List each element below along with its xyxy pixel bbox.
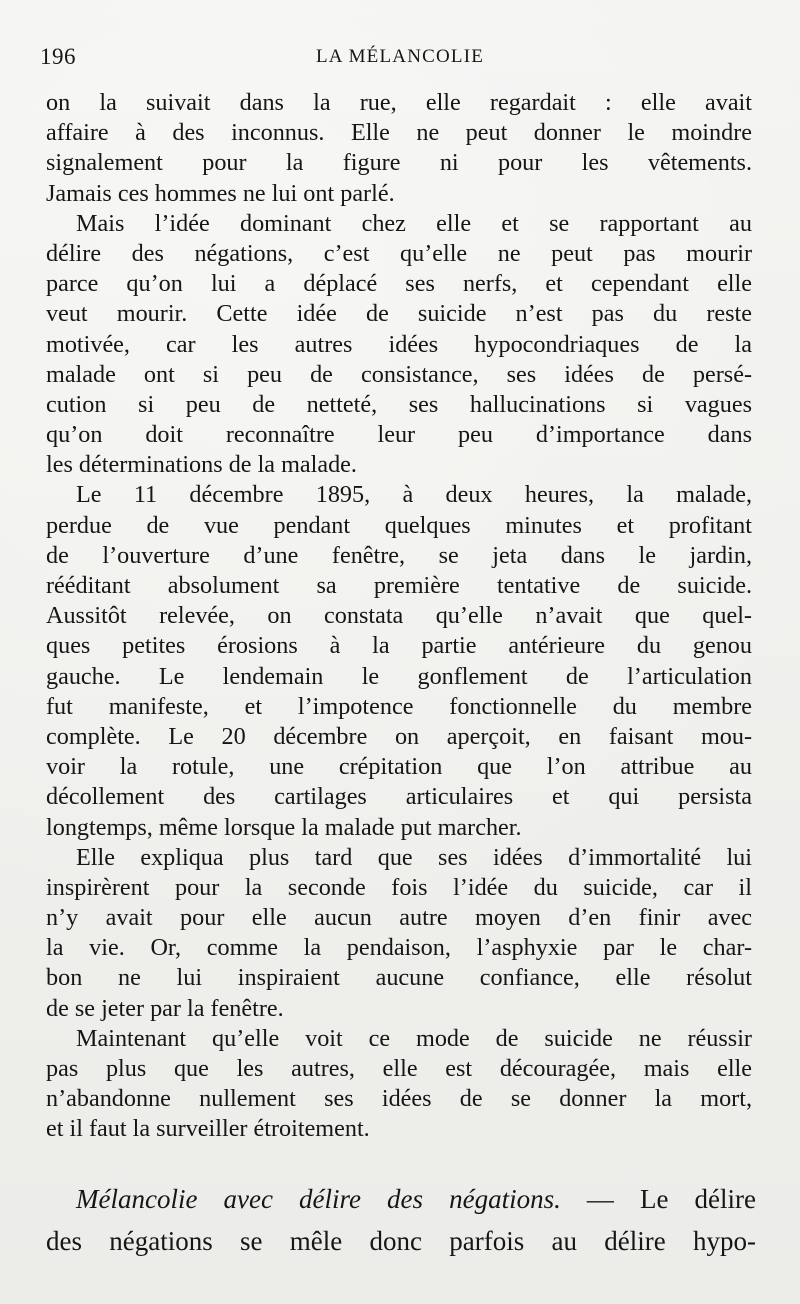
text-line: la vie. Or, comme la pendaison, l’asphyxie par le char- — [46, 934, 752, 962]
text-line: malade ont si peu de consistance, ses idées de persé- — [46, 360, 752, 388]
page-number: 196 — [40, 44, 76, 69]
text-line: n’y avait pour elle aucun autre moyen d’en finir avec — [46, 904, 752, 932]
text-line: gauche. Le lendemain le gonflement de l’articulation — [46, 662, 752, 690]
text-line: délire des négations, c’est qu’elle ne peut pas mourir — [46, 239, 752, 267]
text-line: Elle expliqua plus tard que ses idées d’immortalité lui — [76, 843, 752, 871]
text-line: n’abandonne nullement ses idées de se donner la mort, — [46, 1085, 752, 1113]
text-line: Aussitôt relevée, on constata qu’elle n’avait que quel- — [46, 602, 752, 630]
text-line: veut mourir. Cette idée de suicide n’est pas du reste — [46, 300, 752, 328]
text-line: voir la rotule, une crépitation que l’on attribue au — [46, 753, 752, 781]
text-line: fut manifeste, et l’impotence fonctionnelle du membre — [46, 692, 752, 720]
text-line: de se jeter par la fenêtre. — [46, 994, 284, 1022]
text-line: rééditant absolument sa première tentative de suicide. — [46, 572, 752, 599]
text-line: Mais l’idée dominant chez elle et se rapportant au — [76, 209, 752, 237]
text-line: bon ne lui inspiraient aucune confiance, elle résolut — [46, 964, 752, 992]
section-line: des négations se mêle donc parfois au délire hypo- — [46, 1226, 756, 1256]
text-line: inspirèrent pour la seconde fois l’idée du suicide, car il — [46, 873, 752, 901]
text-line: pas plus que les autres, elle est découragée, mais elle — [46, 1055, 752, 1082]
text-line: Le 11 décembre 1895, à deux heures, la malade, — [76, 481, 752, 509]
body-text — [46, 88, 752, 1145]
text-line: décollement des cartilages articulaires et qui persista — [46, 783, 752, 811]
text-line: et il faut la surveiller étroitement. — [46, 1115, 370, 1143]
text-line: les déterminations de la malade. — [46, 451, 357, 479]
text-line: longtemps, même lorsque la malade put marcher. — [46, 813, 522, 841]
section-heading: Mélancolie avec délire des négations. — [76, 1184, 561, 1214]
page-header — [40, 44, 760, 76]
text-line: motivée, car les autres idées hypocondriaques de la — [46, 330, 752, 358]
text-line: ques petites érosions à la partie antérieure du genou — [46, 632, 752, 660]
text-line: on la suivait dans la rue, elle regardait : elle avait — [46, 89, 752, 116]
text-line: Jamais ces hommes ne lui ont parlé. — [46, 179, 395, 207]
text-line: Maintenant qu’elle voit ce mode de suicide ne réussir — [76, 1024, 752, 1052]
text-line: parce qu’on lui a déplacé ses nerfs, et cependant elle — [46, 270, 752, 298]
text-line: qu’on doit reconnaître leur peu d’importance dans — [46, 421, 752, 449]
running-title: LA MÉLANCOLIE — [315, 46, 485, 67]
text-line: signalement pour la figure ni pour les vêtements. — [46, 149, 752, 177]
section-paragraph — [46, 1178, 756, 1262]
text-line: affaire à des inconnus. Elle ne peut donner le moindre — [46, 119, 752, 147]
text-line: de l’ouverture d’une fenêtre, se jeta dans le jardin, — [46, 541, 752, 569]
text-line: cution si peu de netteté, ses hallucinations si vagues — [46, 390, 752, 418]
section-line — [46, 1178, 756, 1220]
text-line: perdue de vue pendant quelques minutes et profitant — [46, 511, 752, 539]
text-line: complète. Le 20 décembre on aperçoit, en faisant mou- — [46, 722, 752, 750]
section-text: — Le délire — [560, 1184, 756, 1214]
